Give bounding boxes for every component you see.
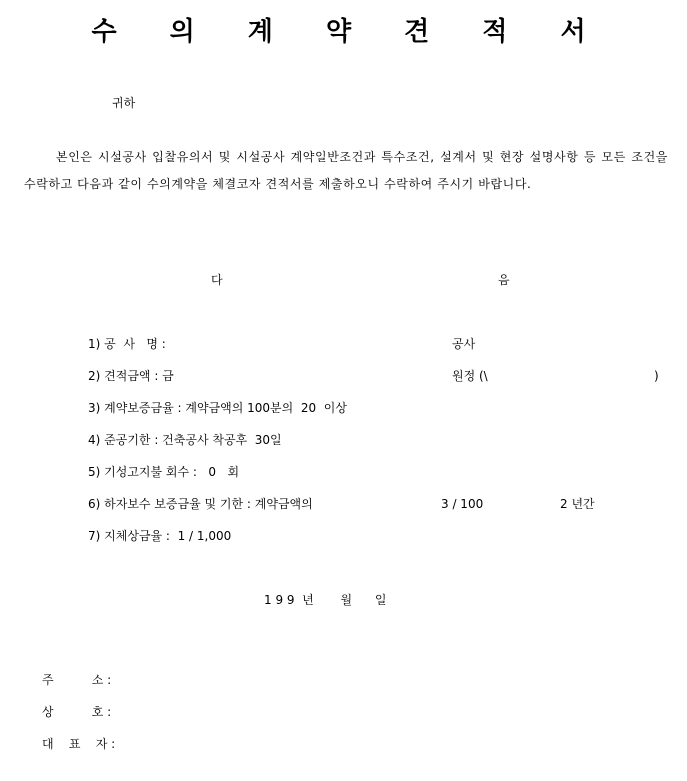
signature-representative: 대 표 자 :	[42, 737, 116, 751]
signature-address: 주 소 :	[42, 673, 112, 687]
item-project-name-suffix: 공사	[452, 337, 476, 351]
item-defect-warranty: 6) 하자보수 보증금율 및 기한 : 계약금액의	[88, 497, 313, 511]
item-estimate-amount-suffix: 원정 (\	[452, 369, 488, 383]
declaration-paragraph: 본인은 시설공사 입찰유의서 및 시설공사 계약일반조건과 특수조건, 설계서 및 현장 설명사항 등 모든 조건을 수락하고 다음과 같이 수의계약을 체결코자 견적서를 제출하오니 수락하여 주시기 바랍니다.	[24, 150, 668, 191]
document-date: 1 9 9 년 월 일	[264, 593, 387, 607]
document-title: 수 의 계 약 견 적 서	[91, 17, 608, 47]
item-defect-warranty-ratio: 3 / 100	[441, 497, 484, 511]
item-estimate-amount: 2) 견적금액 : 금	[88, 369, 174, 383]
item-progress-payment-count: 5) 기성고지불 회수 : 0 회	[88, 465, 240, 479]
item-estimate-amount-close: )	[654, 369, 659, 383]
item-delay-penalty-rate: 7) 지체상금율 : 1 / 1,000	[88, 529, 232, 543]
item-contract-deposit-rate: 3) 계약보증금율 : 계약금액의 100분의 20 이상	[88, 401, 347, 415]
signature-company: 상 호 :	[42, 705, 112, 719]
heading-right: 음	[498, 273, 510, 287]
heading-left: 다	[211, 273, 223, 287]
item-project-name: 1) 공 사 명 :	[88, 337, 166, 351]
item-completion-deadline: 4) 준공기한 : 건축공사 착공후 30일	[88, 433, 282, 447]
item-defect-warranty-period: 2 년간	[560, 497, 595, 511]
addressee: 귀하	[112, 96, 136, 110]
